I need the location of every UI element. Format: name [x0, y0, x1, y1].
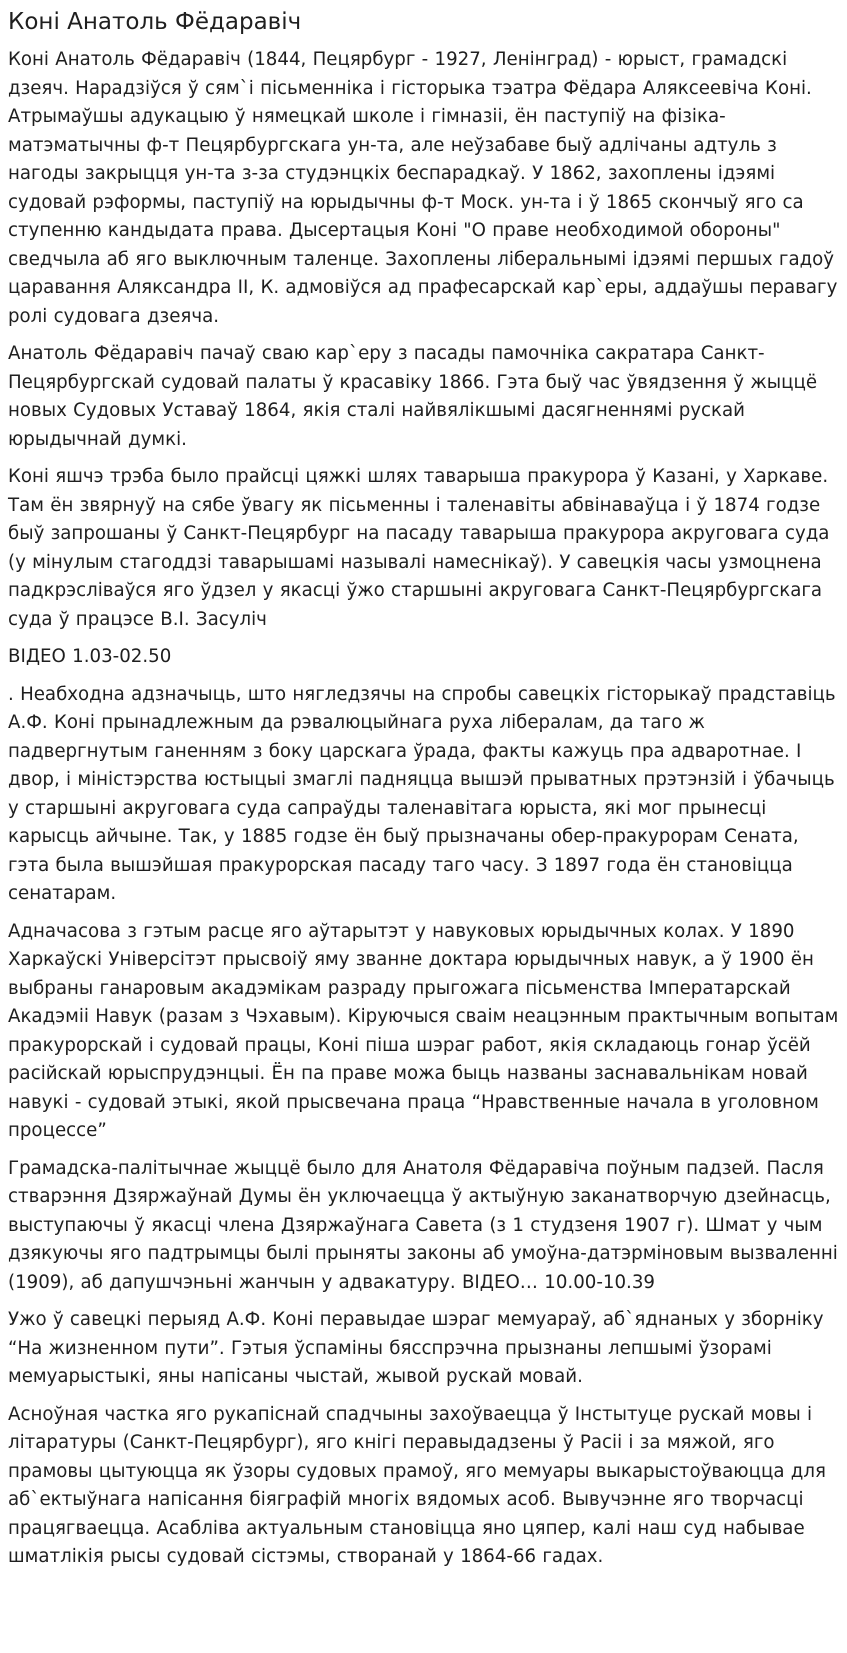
- video-reference: ВІДЕО 1.03-02.50: [8, 646, 172, 667]
- paragraph-political: Грамадска-палітычнае жыццё было для Анатоля Фёдаравіча поўным падзей. Пасля стварэння Дзяржаўнай Думы ён уключаецца ў актыўную заканатворчую дзейнасць, выступаючы ў якасці члена Дзяржаўнага Савета (з 1 студзеня 1907 г). Шмат у чым дзякуючы яго падтрымцы былі прыняты законы аб умоўна-датэрміновым вызваленні (1909), аб дапушчэньні жанчын у адвакатуру. ВІДЕО… 10.00-10.39: [8, 1157, 838, 1293]
- paragraph-prosecutor-path: Коні яшчэ трэба было прайсці цяжкі шлях таварыша пракурора ў Казані, у Харкаве. Там ён звярнуў на сябе ўвагу як пісьменны і таленавіты абвінаваўца і ў 1874 годзе быў запрошаны ў Санкт-Пецярбург на пасаду таварыша пракурора акруговага суда (у мінулым стагоддзі таварышамі называлі намеснікаў). У савецкія часы узмоцнена падкрэсліваўся яго ўдзел у якасці ўжо старшыні акруговага Санкт-Пецярбургскага суда ў працэсе В.І. Засуліч: [8, 466, 830, 630]
- page-title: Коні Анатоль Фёдаравіч: [8, 9, 302, 35]
- paragraph-academic: Адначасова з гэтым расце яго аўтарытэт у навуковых юрыдычных колах. У 1890 Харкаўскі Універсітэт прысвоіў яму званне доктара юрыдычных навук, а ў 1900 ён выбраны ганаровым акадэмікам разраду прыгожага пісьменства Імператарскай Акадэміі Навук (разам з Чэхавым). Кіруючыся сваім неацэнным практычным вопытам пракурорскай і судовай працы, Коні піша шэраг работ, якія складаюць гонар ўсёй расійскай юрыспрудэнцыі. Ён па праве можа быць названы заснавальнікам новай навукі - судовай этыкі, якой прысвечана праца “Нравственные начала в уголовном процессе”: [8, 920, 839, 1141]
- paragraph-biography-intro: Коні Анатоль Фёдаравіч (1844, Пецярбург - 1927, Ленінград) - юрыст, грамадскі дзеяч. Нарадзіўся ў сям`і пісьменніка і гісторыка тэатра Фёдара Аляксеевіча Коні. Атрымаўшы адукацыю ў нямецкай школе і гімназіі, ён паступіў на фізіка-матэматычны ф-т Пецярбургскага ун-та, але неўзабаве быў адлічаны адтуль з нагоды закрыцця ун-та з-за студэнцкіх беспарадкаў. У 1862, захоплены ідэямі судовай рэформы, паступіў на юрыдычны ф-т Моск. ун-та і ў 1865 скончыў яго са ступенню кандыдата права. Дысертацыя Коні "О праве необходимой обороны" сведчыла аб яго выключным таленце. Захоплены ліберальнымі ідэямі першых гадоў царавання Аляксандра II, К. адмовіўся ад прафесарскай кар`еры, аддаўшы перавагу ролі судовага дзеяча.: [8, 49, 838, 327]
- paragraph-career-start: Анатоль Фёдаравіч пачаў сваю кар`еру з пасады памочніка сакратара Санкт-Пецярбургскай судовай палаты ў красавіку 1866. Гэта быў час ўвядзення ў жыццё новых Судовых Уставаў 1864, якія сталі найвялікшымі дасягненнямі рускай юрыдычнай думкі.: [8, 343, 818, 450]
- paragraph-legacy: Асноўная частка яго рукапіснай спадчыны захоўваецца ў Інстытуце рускай мовы і літаратуры (Санкт-Пецярбург), яго кнігі перавыдадзены ў Расіі і за мяжой, яго прамовы цытуюцца як ўзоры судовых прамоў, яго мемуары выкарыстоўваюцца для аб`ектыўнага напісання біяграфій многіх вядомых асоб. Вывучэнне яго творчасці працягваецца. Асабліва актуальным становіцца яно цяпер, калі наш суд набывае шматлікія рысы судовай сістэмы, створанай у 1864-66 гадах.: [8, 1403, 826, 1567]
- paragraph-memoirs: Ужо ў савецкі перыяд А.Ф. Коні перавыдае шэраг мемуараў, аб`яднаных у зборніку “На жизненном пути”. Гэтыя ўспаміны бясспрэчна прызнаны лепшымі ўзорамі мемуарыстыкі, яны напісаны чыстай, жывой рускай мовай.: [8, 1309, 824, 1387]
- paragraph-senate: . Неабходна адзначыць, што нягледзячы на спробы савецкіх гісторыкаў прадставіць А.Ф. Коні прынадлежным да рэвалюцыйнага руха лібералам, да таго ж падвергнутым ганенням з боку царскага ўрада, факты кажуць пра адваротнае. І двор, і міністэрства юстыцыі змаглі падняцца вышэй прыватных прэтэнзій і ўбачыць у старшыні акруговага суда сапраўды таленавітага юрыста, які мог прынесці карысць айчыне. Так, у 1885 годзе ён быў прызначаны обер-пракурорам Сената, гэта была вышэйшая пракурорская пасаду таго часу. З 1897 года ён становіцца сенатарам.: [8, 683, 836, 904]
